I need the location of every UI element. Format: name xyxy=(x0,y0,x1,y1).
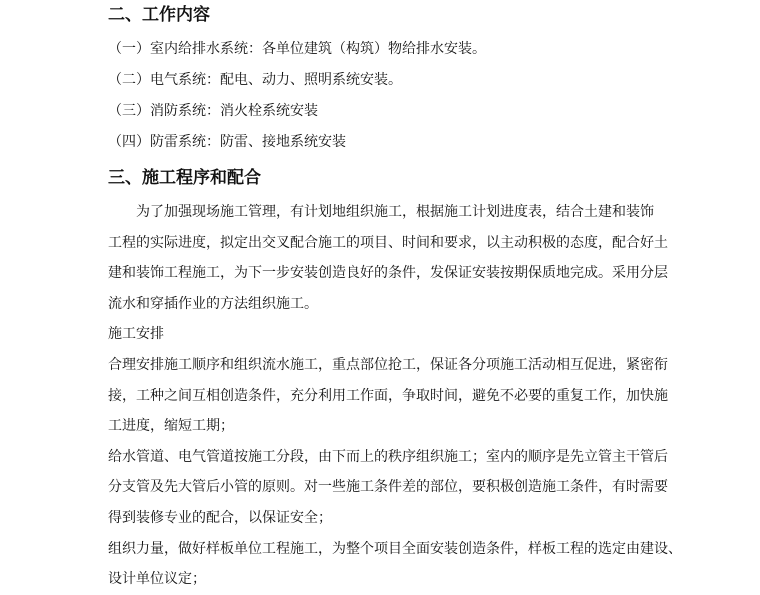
section-heading-work-content: 二、工作内容 xyxy=(108,5,210,25)
paragraph-line: 建和装饰工程施工，为下一步安装创造良好的条件，发保证安装按期保质地完成。采用分层 xyxy=(108,265,668,282)
paragraph-line: 分支管及先大管后小管的原则。对一些施工条件差的部位，要积极创造施工条件，有时需要 xyxy=(108,479,668,496)
subheading-arrangement: 施工安排 xyxy=(108,326,164,343)
paragraph-line: 工进度，缩短工期； xyxy=(108,418,234,435)
document-page xyxy=(108,0,682,595)
paragraph-line: 为了加强现场施工管理，有计划地组织施工，根据施工计划进度表，结合土建和装饰 xyxy=(136,204,654,220)
list-item: （二）电气系统：配电、动力、照明系统安装。 xyxy=(108,72,402,88)
list-item: （一）室内给排水系统：各单位建筑（构筑）物给排水安装。 xyxy=(108,41,486,57)
paragraph-line: 设计单位议定； xyxy=(108,571,206,588)
paragraph-line: 合理安排施工顺序和组织流水施工，重点部位抢工，保证各分项施工活动相互促进，紧密衔 xyxy=(108,356,668,373)
list-item: （三）消防系统：消火栓系统安装 xyxy=(108,103,318,119)
paragraph-line: 工程的实际进度，拟定出交叉配合施工的项目、时间和要求，以主动积极的态度，配合好土 xyxy=(108,234,668,251)
section-heading-procedure: 三、施工程序和配合 xyxy=(108,168,261,188)
paragraph-line: 得到装修专业的配合，以保证安全； xyxy=(108,509,332,526)
paragraph-line: 给水管道、电气管道按施工分段，由下而上的秩序组织施工；室内的顺序是先立管主干管后 xyxy=(108,448,668,465)
paragraph-line: 组织力量，做好样板单位工程施工，为整个项目全面安装创造条件，样板工程的选定由建设、 xyxy=(108,540,682,557)
list-item: （四）防雷系统：防雷、接地系统安装 xyxy=(108,134,346,150)
paragraph-line: 接，工种之间互相创造条件，充分利用工作面，争取时间，避免不必要的重复工作，加快施 xyxy=(108,387,668,404)
paragraph-line: 流水和穿插作业的方法组织施工。 xyxy=(108,295,318,312)
